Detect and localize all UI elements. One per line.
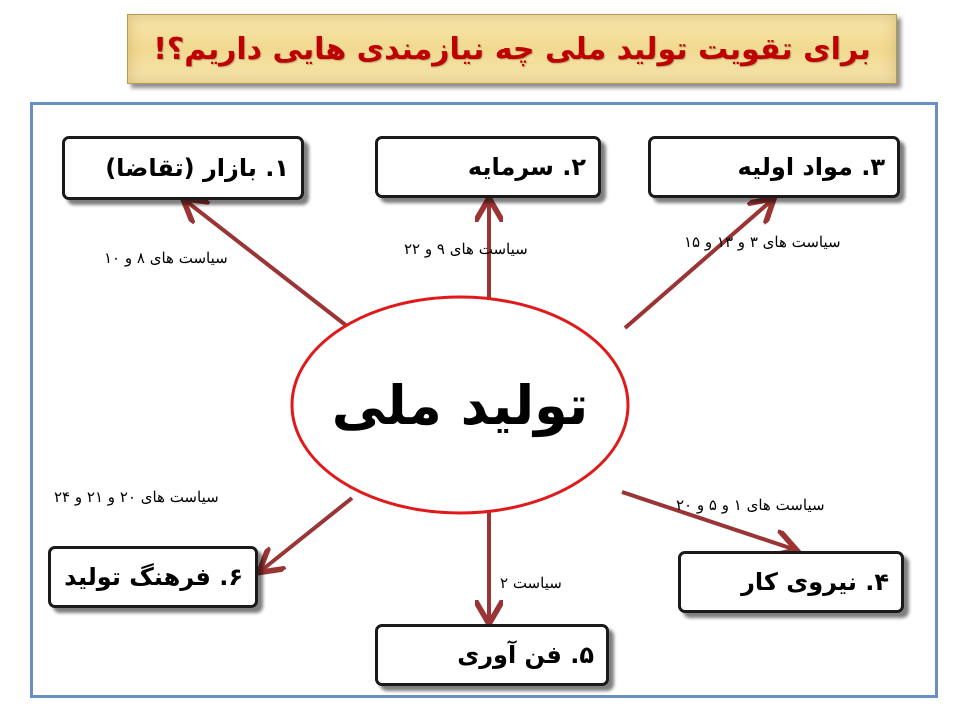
node-market-label: ۱. بازار (تقاضا) <box>105 154 289 182</box>
policy-label-production-culture: سیاست های ۲۰ و ۲۱ و ۲۴ <box>54 488 219 506</box>
center-label: تولید ملی <box>331 373 589 437</box>
node-technology <box>375 624 609 686</box>
page-title: برای تقویت تولید ملی چه نیازمندی هایی داریم؟! <box>153 31 871 67</box>
arrow-raw-materials <box>625 201 771 328</box>
node-raw-materials <box>648 136 900 198</box>
node-production-culture-label: ۶. فرهنگ تولید <box>64 563 243 591</box>
policy-label-market: سیاست های ۸ و ۱۰ <box>104 249 228 267</box>
policy-label-labor: سیاست های ۱ و ۵ و ۲۰ <box>676 496 825 514</box>
node-capital-label: ۲. سرمایه <box>467 153 586 181</box>
node-labor <box>678 551 904 613</box>
policy-label-technology: سیاست ۲ <box>500 574 562 592</box>
node-capital <box>375 136 601 198</box>
policy-label-raw-materials: سیاست های ۳ و ۱۳ و ۱۵ <box>684 233 841 251</box>
node-production-culture <box>48 546 258 608</box>
node-raw-materials-label: ۳. مواد اولیه <box>737 153 885 181</box>
node-labor-label: ۴. نیروی کار <box>741 568 889 596</box>
policy-label-capital: سیاست های ۹ و ۲۲ <box>404 240 528 258</box>
node-market <box>62 136 304 200</box>
node-technology-label: ۵. فن آوری <box>457 641 594 669</box>
